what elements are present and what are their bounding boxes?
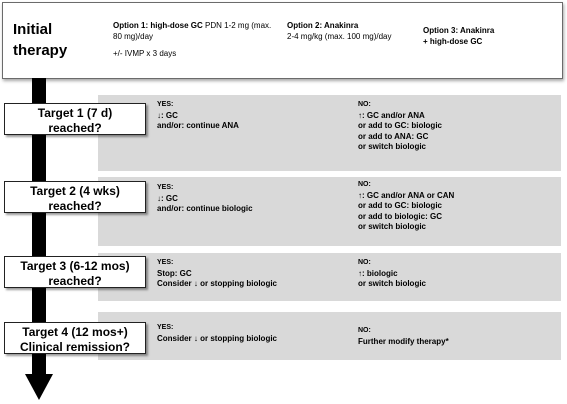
no-label: NO: (358, 101, 371, 108)
no-line: ↑: biologic (358, 268, 398, 278)
target-3-line1: Target 3 (6-12 mos) (20, 259, 130, 273)
target-4-line2: Clinical remission? (19, 340, 131, 354)
option-2-detail: 2-4 mg/kg (max. 100 mg)/day (287, 32, 392, 41)
initial-therapy-title (13, 19, 67, 61)
target-3-yes (157, 258, 277, 290)
option-1 (113, 20, 273, 59)
target-4-yes (157, 323, 277, 344)
target-1-line2: reached? (48, 121, 102, 135)
no-line: or add to biologic: GC (358, 211, 442, 221)
no-line: or switch biologic (358, 279, 427, 288)
yes-line: and/or: continue biologic (157, 204, 253, 213)
target-2-no (358, 180, 454, 233)
yes-line: ↓: GC (157, 193, 178, 203)
target-1-box (4, 103, 146, 135)
option-3-detail: + high-dose GC (423, 37, 483, 46)
no-line: or add to GC: biologic (358, 121, 442, 130)
target-1-no (358, 100, 442, 153)
option-1-extra: +/- IVMP x 3 days (113, 49, 177, 58)
timeline-arrow-head (25, 374, 53, 400)
no-line: or add to GC: biologic (358, 201, 442, 210)
option-1-label: Option 1: high-dose GC (113, 21, 203, 30)
option-1-detail: PDN 1-2 mg (max. 80 mg)/day (113, 21, 272, 41)
option-3-label: Option 3: Anakinra (423, 26, 495, 35)
no-line: Further modify therapy* (358, 336, 449, 346)
no-line: ↑: GC and/or ANA (358, 110, 425, 120)
no-label: NO: (358, 181, 371, 188)
yes-line: Stop: GC (157, 268, 192, 278)
target-4-box (4, 322, 146, 354)
target-1-yes (157, 100, 239, 132)
yes-label: YES: (157, 259, 174, 266)
target-2-line1: Target 2 (4 wks) (30, 184, 120, 198)
initial-therapy-box (2, 2, 563, 79)
no-line: or switch biologic (358, 222, 427, 231)
target-3-line2: reached? (48, 274, 102, 288)
no-line: ↑: GC and/or ANA or CAN (358, 190, 455, 200)
target-3-box (4, 256, 146, 288)
yes-label: YES: (157, 184, 174, 191)
target-2-box (4, 181, 146, 213)
no-line: or switch biologic (358, 142, 427, 151)
target-1-line1: Target 1 (7 d) (37, 106, 113, 120)
no-label: NO: (358, 259, 371, 266)
yes-label: YES: (157, 101, 174, 108)
target-4-line1: Target 4 (12 mos+) (22, 325, 128, 339)
option-2 (287, 20, 399, 42)
option-3 (423, 25, 533, 47)
yes-line: Consider ↓ or stopping biologic (157, 333, 277, 343)
yes-line: and/or: continue ANA (157, 121, 239, 130)
target-2-line2: reached? (48, 199, 102, 213)
initial-title-line1: Initial (13, 21, 53, 38)
yes-label: YES: (157, 324, 174, 331)
yes-line: ↓: GC (157, 110, 178, 120)
no-label: NO: (358, 327, 371, 334)
option-2-label: Option 2: Anakinra (287, 21, 359, 30)
target-2-yes (157, 183, 253, 215)
yes-line: Consider ↓ or stopping biologic (157, 279, 277, 288)
no-line: or add to ANA: GC (358, 131, 429, 141)
target-3-no (358, 258, 426, 290)
target-4-no (358, 326, 449, 347)
initial-title-line2: therapy (13, 42, 68, 59)
